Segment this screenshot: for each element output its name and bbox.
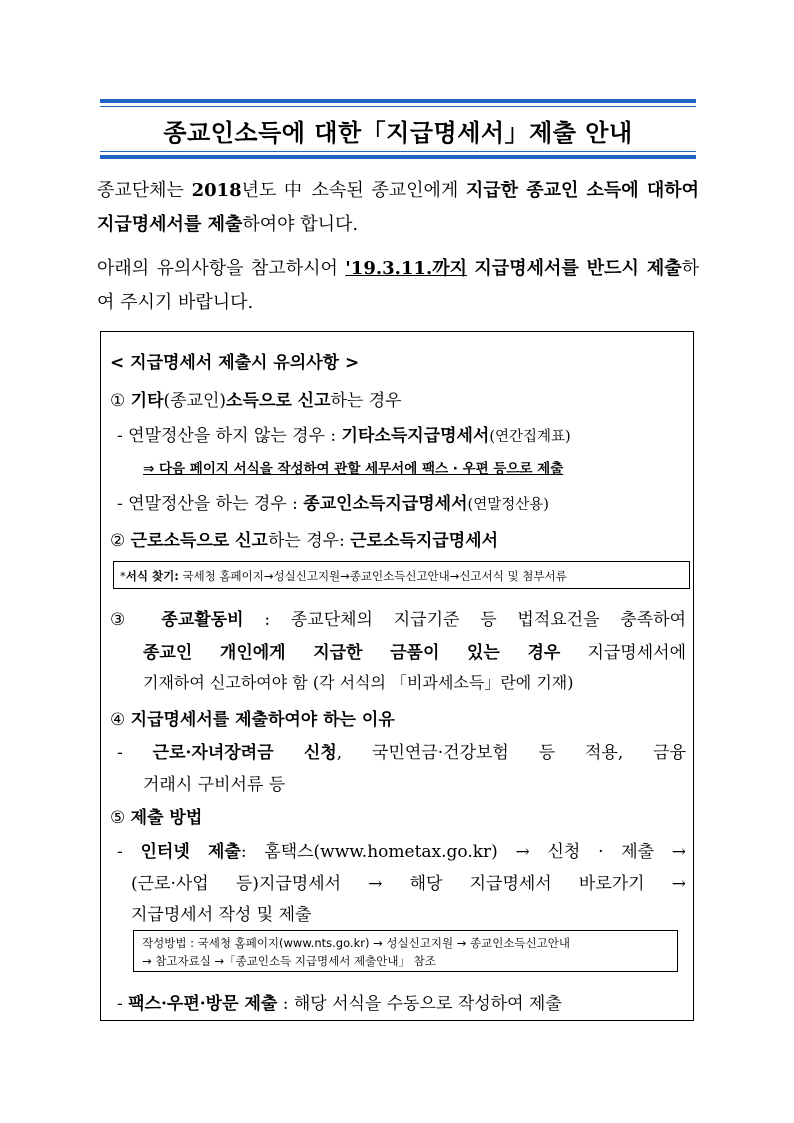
bold-text: 근로소득지급명세서 (350, 531, 498, 551)
bold-text: 팩스·우편·방문 제출 (128, 994, 278, 1014)
intro-bold: 지급한 종교인 소득에 대하여 지급명세서를 제출 (97, 180, 699, 235)
star-mark: * (120, 569, 126, 583)
section-5-line-3: 지급명세서 작성 및 제출 (131, 905, 312, 925)
intro-text: 년도 中 소속된 종교인에게 (241, 180, 466, 201)
section-5-line-1 (117, 837, 686, 862)
section-number: ④ (110, 710, 126, 730)
how-to-box (133, 930, 678, 972)
section-number: ③ (110, 610, 141, 630)
how-to-line-1: 작성방법 : 국세청 홈페이지(www.nts.go.kr) → 성실신고지원 → 종교인소득신고안내 (142, 936, 570, 950)
intro-bold: 지급명세서를 반드시 제출 (474, 258, 682, 279)
intro-text: 종교단체는 (97, 180, 192, 201)
normal-text: : 홈택스(www.hometax.go.kr) → 신청 · 제출 → (240, 842, 687, 862)
section-3-line-3: 기재하여 신고하여야 함 (각 서식의 「비과세소득」란에 기재) (143, 673, 574, 692)
small-text: (연말정산용) (467, 497, 549, 513)
bold-text: 기타 (130, 391, 164, 411)
normal-text: - 연말정산을 하는 경우 : (117, 494, 304, 514)
title-banner (100, 99, 696, 159)
small-text: (연간집계표) (489, 429, 571, 445)
bold-text: 종교인소득지급명세서 (303, 494, 468, 514)
intro-text: 아래의 유의사항을 참고하시어 (97, 258, 346, 279)
intro-text: 하여 주시기 바랍니다. (97, 258, 699, 313)
section-1-arrow-note: ⇒ 다음 페이지 서식을 작성하여 관할 세무서에 팩스 · 우편 등으로 제출 (143, 461, 564, 477)
notice-header: < 지급명세서 제출시 유의사항 > (110, 353, 360, 373)
bold-text: 종교인 개인에게 지급한 금품이 있는 경우 (143, 643, 561, 663)
section-1-item-2 (117, 489, 549, 514)
section-1-title (110, 386, 402, 411)
section-4-line-1 (117, 738, 686, 763)
normal-text: 하는 경우: (267, 531, 351, 551)
section-4-title (110, 705, 395, 730)
section-3-line-2 (143, 638, 686, 663)
page-title: 종교인소득에 대한「지급명세서」제출 안내 (163, 119, 633, 147)
intro-paragraph-1 (97, 174, 699, 242)
normal-text: : 해당 서식을 수동으로 작성하여 제출 (277, 994, 562, 1014)
bold-text: 지급명세서를 제출하여야 하는 이유 (130, 710, 395, 730)
how-to-line-2: → 참고자료실 →「종교인소득 지급명세서 제출안내」 참조 (142, 954, 436, 968)
section-number: ① (110, 391, 126, 411)
section-5-title (110, 803, 202, 828)
intro-year: 2018 (191, 180, 242, 201)
bold-text: 제출 방법 (130, 808, 203, 828)
normal-text: - (117, 743, 153, 763)
bold-text: 서식 찾기: (125, 569, 179, 583)
title-rule-top (100, 106, 696, 107)
normal-text: - (117, 994, 129, 1014)
normal-text: - 연말정산을 하지 않는 경우 : (117, 426, 342, 446)
normal-text: - (117, 842, 141, 862)
form-location-box (113, 561, 690, 589)
deadline-date: '19.3.11.까지 (345, 258, 467, 279)
normal-text: : 종교단체의 지급기준 등 법적요건을 충족하여 (243, 610, 686, 630)
title-rule-bottom (100, 151, 696, 152)
intro-text: 하여야 합니다. (242, 214, 359, 235)
form-location-text (120, 568, 567, 584)
normal-text: (종교인) (163, 391, 227, 411)
section-1-item-1 (117, 421, 571, 446)
section-4-line-2: 거래시 구비서류 등 (143, 775, 286, 795)
section-number: ⑤ (110, 808, 126, 828)
normal-text: , 국민연금·건강보험 등 적용, 금융 (336, 743, 687, 763)
bold-text: 종교활동비 (161, 610, 244, 630)
normal-text: 지급명세서에 (560, 643, 686, 663)
bold-text: 근로·자녀장려금 신청 (152, 743, 337, 763)
bold-text: 소득으로 신고 (226, 391, 331, 411)
section-2-title (110, 526, 498, 551)
section-5-line-2: (근로·사업 등)지급명세서 → 해당 지급명세서 바로가기 → (131, 874, 686, 894)
normal-text: 국세청 홈페이지→성실신고지원→종교인소득신고안내→신고서식 및 첨부서류 (178, 569, 567, 583)
bold-text: 근로소득으로 신고 (130, 531, 268, 551)
section-3-line-1 (110, 605, 686, 630)
normal-text: 하는 경우 (330, 391, 402, 411)
intro-paragraph-2 (97, 252, 699, 320)
section-number: ② (110, 531, 126, 551)
notice-box (100, 331, 694, 1021)
section-5-line-4 (117, 989, 562, 1014)
bold-text: 기타소득지급명세서 (341, 426, 490, 446)
bold-text: 인터넷 제출 (140, 842, 241, 862)
